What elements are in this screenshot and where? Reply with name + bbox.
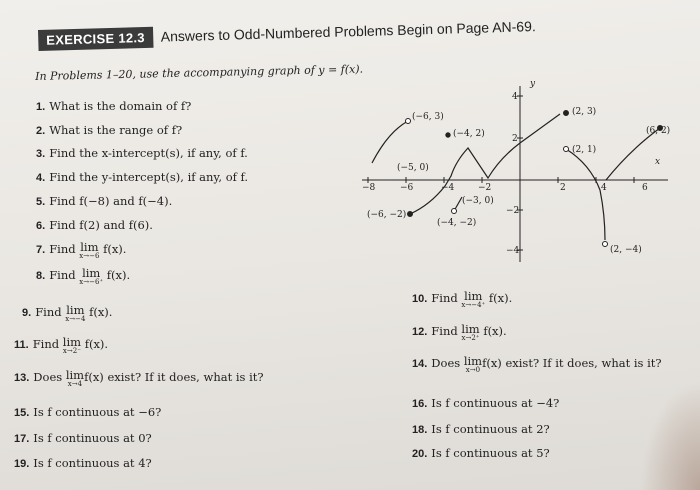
point-label: (−6, −2)	[367, 210, 407, 220]
closed-point	[446, 133, 450, 137]
y-tick-label: −2	[506, 206, 520, 216]
question-8: 8. Find lim x→−6⁺ f(x).	[36, 266, 131, 286]
question-13: 13. Does lim x→4 f(x) exist? If it does, what is it?	[14, 368, 264, 388]
exercise-title: Answers to Odd-Numbered Problems Begin on Page AN-69.	[160, 18, 536, 45]
point-label: (2, 3)	[572, 107, 597, 117]
closed-point	[408, 212, 413, 217]
question-1: 1. What is the domain of f?	[36, 99, 192, 113]
question-12: 12. Find lim x→2⁺ f(x).	[412, 322, 507, 342]
question-3: 3. Find the x-intercept(s), if any, of f.	[36, 146, 248, 160]
point-label: (−5, 0)	[397, 163, 429, 173]
question-7: 7. Find lim x→−6 f(x).	[36, 240, 127, 260]
x-tick-label: −6	[400, 183, 414, 193]
point-label: (−6, 3)	[412, 112, 444, 122]
point-label: (6, 2)	[646, 126, 671, 136]
y-tick-label: 2	[512, 134, 518, 144]
x-tick-label: 4	[601, 183, 607, 193]
question-2: 2. What is the range of f?	[36, 123, 183, 137]
y-tick-label: −4	[506, 246, 520, 256]
question-16: 16. Is f continuous at −4?	[412, 396, 560, 410]
open-point	[564, 147, 569, 152]
x-axis-label: x	[655, 157, 661, 167]
point-label: (2, −4)	[610, 245, 642, 255]
exercise-label: EXERCISE 12.3	[38, 27, 153, 51]
question-19: 19. Is f continuous at 4?	[14, 456, 152, 470]
x-tick-label: −2	[478, 183, 492, 193]
x-tick-label: 2	[560, 183, 566, 193]
question-15: 15. Is f continuous at −6?	[14, 405, 162, 419]
point-label: (−4, 2)	[453, 129, 485, 139]
problem-intro: In Problems 1–20, use the accompanying graph of y = f(x).	[35, 62, 364, 83]
point-label: (2, 1)	[572, 145, 597, 155]
question-14: 14. Does lim x→0 f(x) exist? If it does, what is it?	[412, 354, 662, 374]
question-11: 11. Find lim x→2⁻ f(x).	[14, 335, 109, 355]
y-axis-label: y	[530, 79, 536, 89]
question-9: 9. Find lim x→−4 f(x).	[22, 303, 113, 323]
curve-left-upper	[372, 121, 408, 163]
x-tick-label: 6	[642, 183, 648, 193]
question-10: 10. Find lim x→−4⁺ f(x).	[412, 289, 513, 309]
open-point	[603, 242, 608, 247]
question-4: 4. Find the y-intercept(s), if any, of f.	[36, 170, 249, 184]
point-label: (−3, 0)	[462, 196, 494, 206]
question-5: 5. Find f(−8) and f(−4).	[36, 194, 173, 208]
y-tick-label: 4	[512, 92, 518, 102]
question-6: 6. Find f(2) and f(6).	[36, 218, 153, 232]
open-point	[406, 119, 411, 124]
curve-right-lower	[566, 149, 605, 240]
point-label: (−4, −2)	[437, 218, 477, 228]
x-tick-label: −8	[362, 183, 376, 193]
x-tick-label: −4	[441, 183, 455, 193]
question-17: 17. Is f continuous at 0?	[14, 431, 152, 445]
question-20: 20. Is f continuous at 5?	[412, 446, 550, 460]
open-point	[452, 209, 457, 214]
question-18: 18. Is f continuous at 2?	[412, 422, 550, 436]
closed-point	[564, 111, 569, 116]
finger-shadow	[640, 380, 700, 490]
